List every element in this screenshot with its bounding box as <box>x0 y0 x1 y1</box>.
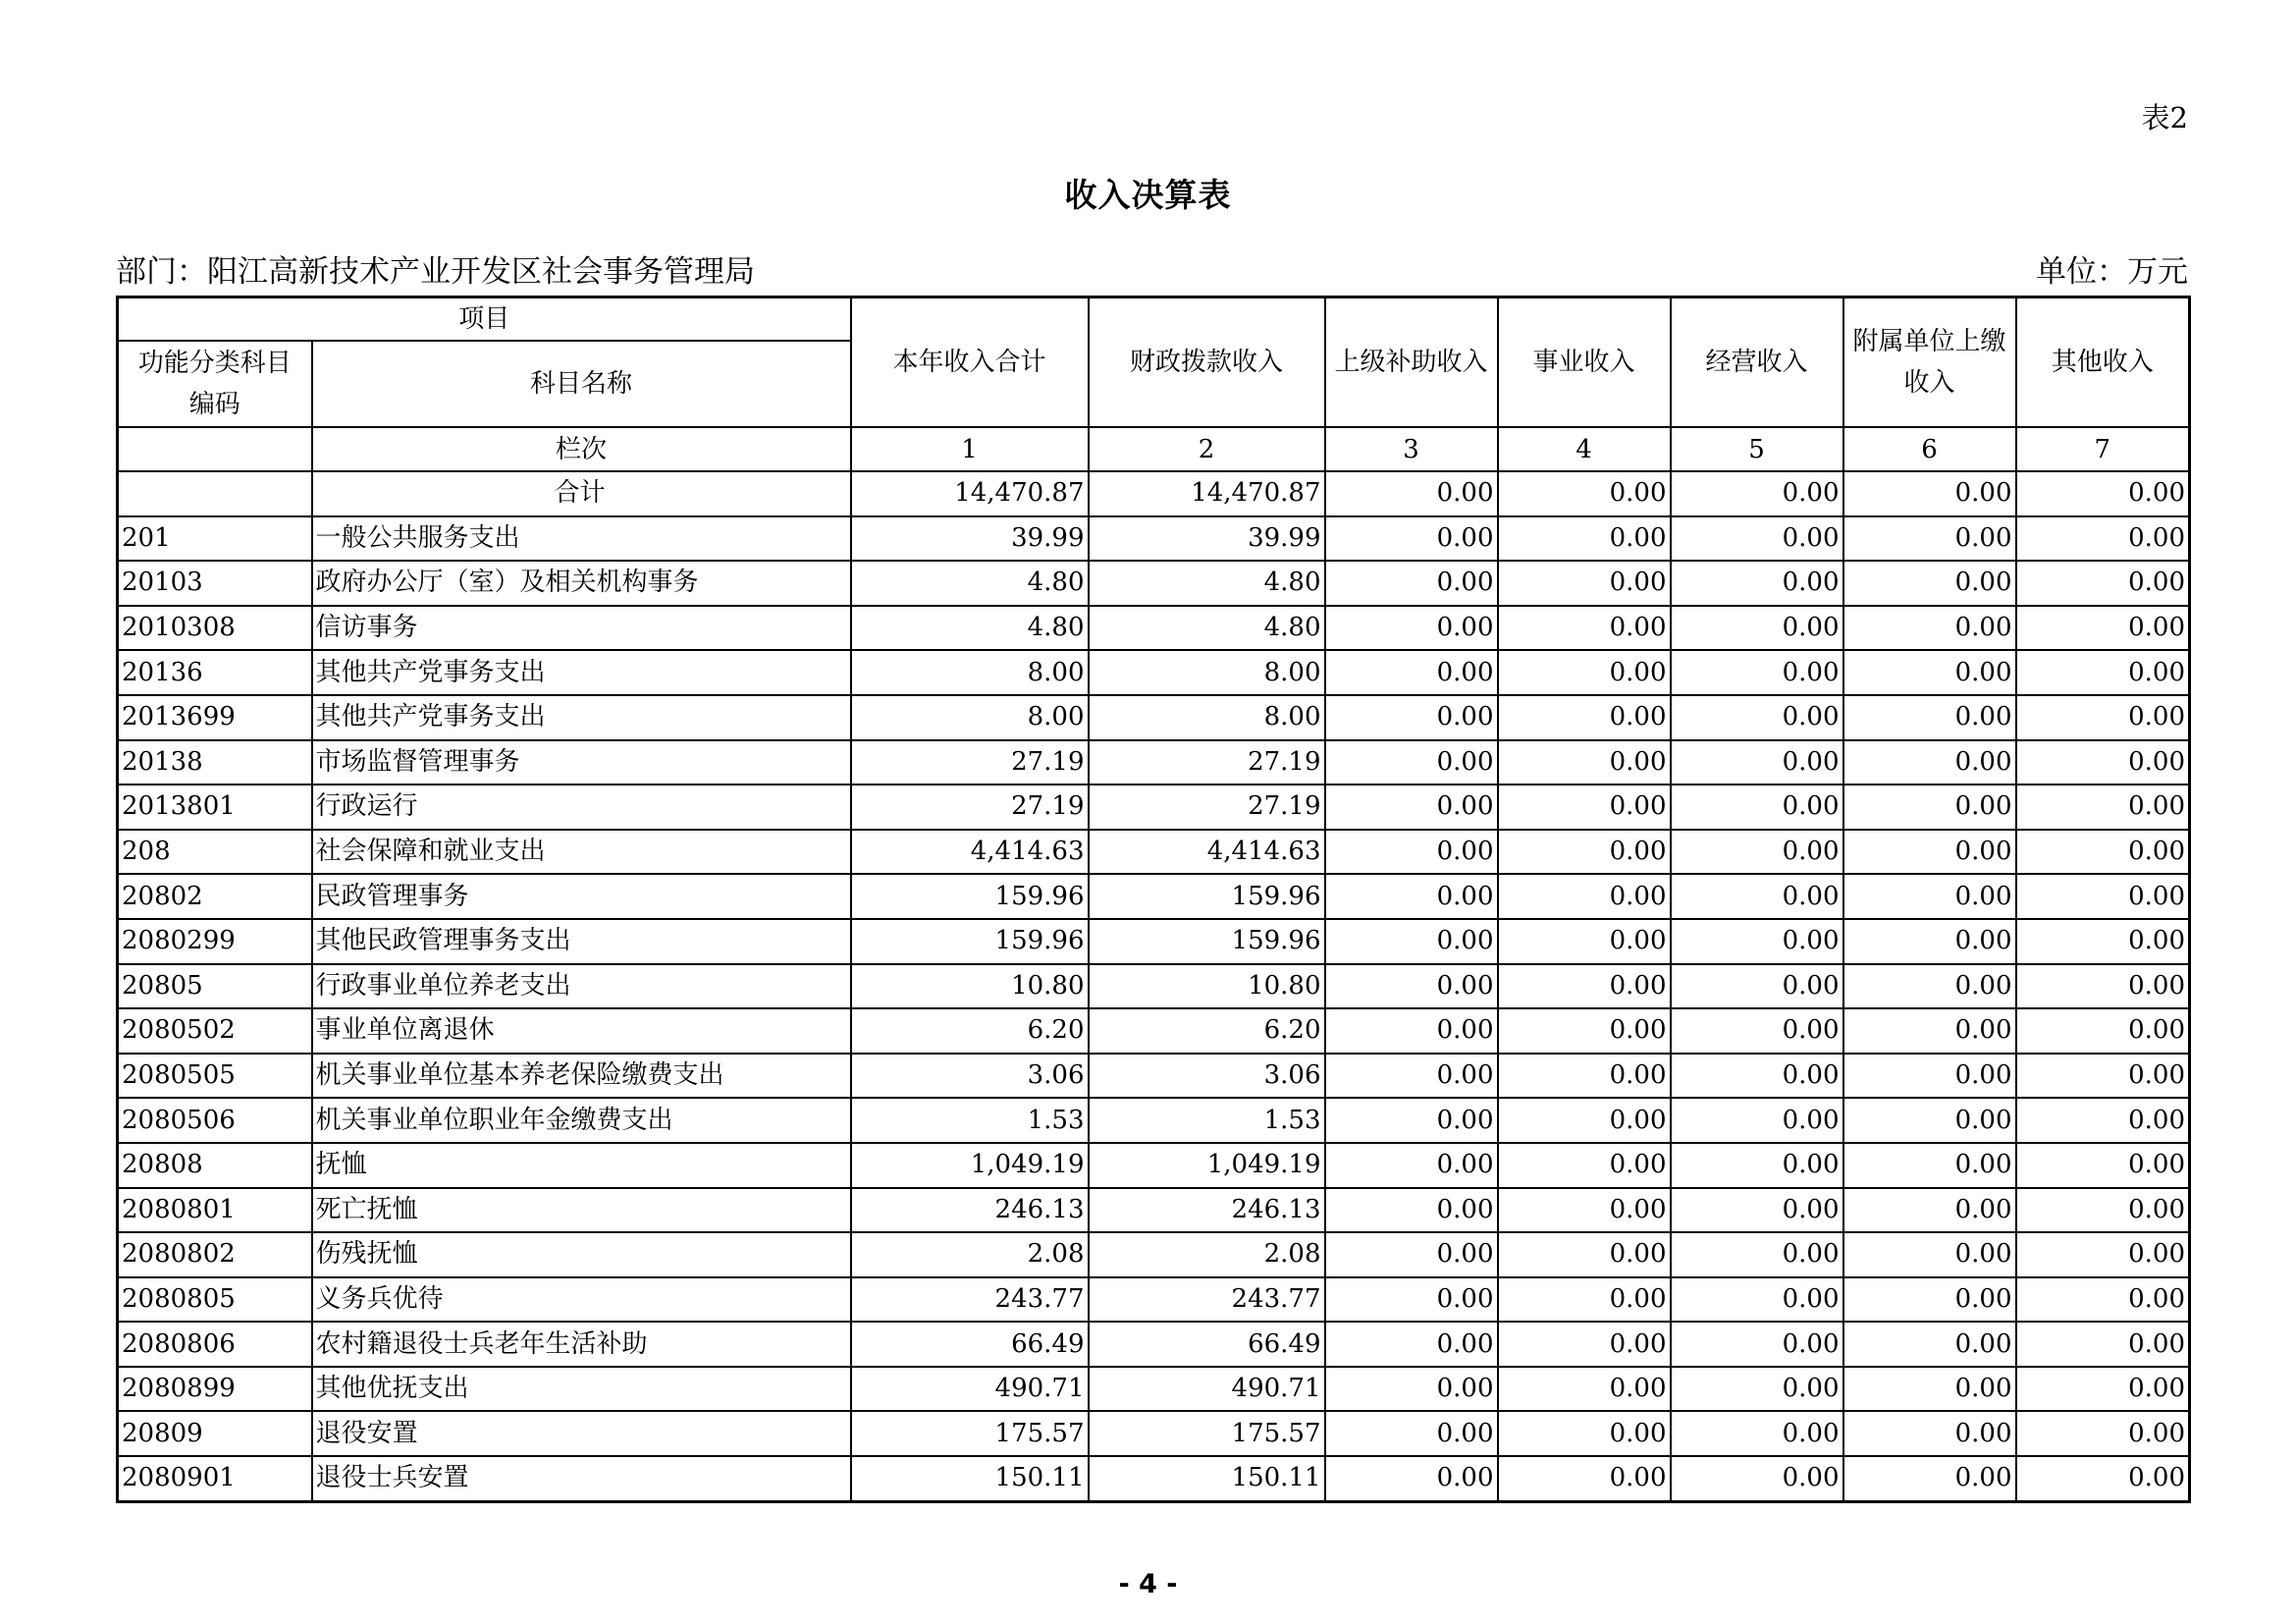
cell-code: 2080801 <box>118 1188 312 1233</box>
cell-value: 0.00 <box>1325 919 1498 964</box>
cell-code: 208 <box>118 830 312 875</box>
meta-row <box>116 252 2188 292</box>
cell-value: 66.49 <box>851 1322 1089 1367</box>
cell-value: 159.96 <box>1089 919 1325 964</box>
cell-value: 0.00 <box>1498 1054 1671 1099</box>
cell-code: 2080806 <box>118 1322 312 1367</box>
cell-code: 2080502 <box>118 1008 312 1054</box>
cell-value: 0.00 <box>1671 919 1843 964</box>
cell-value: 0.00 <box>1325 964 1498 1009</box>
cell-value: 243.77 <box>1089 1277 1325 1323</box>
cell-value: 159.96 <box>851 874 1089 919</box>
cell-value: 0.00 <box>1671 830 1843 875</box>
table-row <box>118 606 2190 651</box>
cell-name: 市场监督管理事务 <box>312 740 851 785</box>
cell-value: 0.00 <box>1843 650 2016 695</box>
cell-value: 0.00 <box>1498 1098 1671 1143</box>
cell-code: 20138 <box>118 740 312 785</box>
cell-code: 20802 <box>118 874 312 919</box>
table-row <box>118 1054 2190 1099</box>
cell-value: 0.00 <box>1325 471 1498 516</box>
cell-value: 14,470.87 <box>851 471 1089 516</box>
cell-value: 0.00 <box>1843 740 2016 785</box>
cell-value: 1,049.19 <box>851 1143 1089 1188</box>
cell-value: 0.00 <box>1671 606 1843 651</box>
cell-value: 0.00 <box>1671 964 1843 1009</box>
cell-name: 合计 <box>312 471 851 516</box>
cell-value: 8.00 <box>851 695 1089 740</box>
cell-value: 0.00 <box>1498 830 1671 875</box>
column-index: 4 <box>1498 427 1671 471</box>
cell-value: 0.00 <box>1498 516 1671 562</box>
cell-value: 0.00 <box>1498 650 1671 695</box>
document-title: 收入决算表 <box>1064 176 1232 214</box>
cell-name: 退役士兵安置 <box>312 1456 851 1501</box>
cell-code <box>118 471 312 516</box>
cell-value: 0.00 <box>1498 919 1671 964</box>
cell-value: 8.00 <box>851 650 1089 695</box>
cell-value: 0.00 <box>1843 1232 2016 1277</box>
cell-value: 0.00 <box>1498 1188 1671 1233</box>
cell-code: 2080805 <box>118 1277 312 1323</box>
cell-value: 159.96 <box>1089 874 1325 919</box>
cell-value: 0.00 <box>1671 650 1843 695</box>
cell-value: 0.00 <box>1671 1277 1843 1323</box>
cell-value: 0.00 <box>1843 874 2016 919</box>
cell-value: 0.00 <box>1325 1143 1498 1188</box>
cell-value: 0.00 <box>2016 1232 2190 1277</box>
cell-value: 1.53 <box>851 1098 1089 1143</box>
table-row <box>118 964 2190 1009</box>
cell-value: 0.00 <box>1671 740 1843 785</box>
column-header: 附属单位上缴收入 <box>1843 298 2016 428</box>
column-index: 3 <box>1325 427 1498 471</box>
cell-value: 0.00 <box>1498 606 1671 651</box>
cell-value: 0.00 <box>1843 1322 2016 1367</box>
cell-value: 0.00 <box>2016 695 2190 740</box>
cell-value: 0.00 <box>1671 471 1843 516</box>
cell-name: 机关事业单位基本养老保险缴费支出 <box>312 1054 851 1099</box>
cell-value: 0.00 <box>1498 695 1671 740</box>
cell-value: 0.00 <box>2016 1054 2190 1099</box>
cell-name: 义务兵优待 <box>312 1277 851 1323</box>
table-row <box>118 1143 2190 1188</box>
cell-name: 农村籍退役士兵老年生活补助 <box>312 1322 851 1367</box>
cell-value: 0.00 <box>1843 1008 2016 1054</box>
cell-value: 0.00 <box>1671 1411 1843 1456</box>
cell-value: 0.00 <box>1843 1143 2016 1188</box>
cell-value: 0.00 <box>1325 1232 1498 1277</box>
cell-value: 14,470.87 <box>1089 471 1325 516</box>
table-row <box>118 785 2190 830</box>
cell-value: 0.00 <box>2016 516 2190 562</box>
cell-value: 0.00 <box>1498 1456 1671 1501</box>
cell-value: 0.00 <box>1671 1008 1843 1054</box>
cell-value: 0.00 <box>1843 606 2016 651</box>
cell-value: 0.00 <box>2016 830 2190 875</box>
table-row <box>118 1277 2190 1323</box>
cell-value: 0.00 <box>1498 1232 1671 1277</box>
cell-value: 0.00 <box>2016 561 2190 606</box>
cell-value: 0.00 <box>2016 1322 2190 1367</box>
cell-name: 一般公共服务支出 <box>312 516 851 562</box>
unit-label: 单位：万元 <box>2036 254 2188 290</box>
cell-name: 社会保障和就业支出 <box>312 830 851 875</box>
cell-value: 0.00 <box>1843 516 2016 562</box>
cell-value: 0.00 <box>1843 1054 2016 1099</box>
cell-value: 246.13 <box>1089 1188 1325 1233</box>
cell-value: 0.00 <box>1671 1322 1843 1367</box>
cell-value: 4,414.63 <box>1089 830 1325 875</box>
table-row <box>118 919 2190 964</box>
cell-value: 6.20 <box>1089 1008 1325 1054</box>
cell-value: 0.00 <box>1498 1277 1671 1323</box>
cell-value: 1.53 <box>1089 1098 1325 1143</box>
cell-value: 0.00 <box>1843 830 2016 875</box>
column-header: 财政拨款收入 <box>1089 298 1325 428</box>
cell-value: 0.00 <box>2016 1188 2190 1233</box>
cell-value: 0.00 <box>1498 1367 1671 1412</box>
cell-value: 0.00 <box>1671 695 1843 740</box>
table-row <box>118 695 2190 740</box>
cell-value: 2.08 <box>851 1232 1089 1277</box>
cell-value: 0.00 <box>1325 561 1498 606</box>
cell-name: 其他优抚支出 <box>312 1367 851 1412</box>
cell-value: 0.00 <box>1498 874 1671 919</box>
cell-value: 8.00 <box>1089 695 1325 740</box>
cell-value: 0.00 <box>1325 650 1498 695</box>
cell-name: 政府办公厅（室）及相关机构事务 <box>312 561 851 606</box>
cell-value: 0.00 <box>1671 1456 1843 1501</box>
cell-value: 0.00 <box>1671 1098 1843 1143</box>
cell-value: 0.00 <box>1325 516 1498 562</box>
table-number: 表2 <box>2141 101 2188 135</box>
cell-value: 39.99 <box>1089 516 1325 562</box>
cell-value: 490.71 <box>851 1367 1089 1412</box>
cell-value: 0.00 <box>2016 1277 2190 1323</box>
cell-name: 机关事业单位职业年金缴费支出 <box>312 1098 851 1143</box>
cell-value: 0.00 <box>1498 1411 1671 1456</box>
cell-value: 0.00 <box>2016 606 2190 651</box>
column-header: 经营收入 <box>1671 298 1843 428</box>
column-header: 其他收入 <box>2016 298 2190 428</box>
cell-value: 0.00 <box>2016 1411 2190 1456</box>
table-row <box>118 1367 2190 1412</box>
cell-value: 0.00 <box>1671 785 1843 830</box>
cell-value: 27.19 <box>851 785 1089 830</box>
cell-value: 0.00 <box>1671 1054 1843 1099</box>
column-header: 事业收入 <box>1498 298 1671 428</box>
cell-code: 2013801 <box>118 785 312 830</box>
cell-value: 4.80 <box>851 606 1089 651</box>
cell-value: 0.00 <box>1498 561 1671 606</box>
cell-value: 0.00 <box>1325 1277 1498 1323</box>
cell-value: 0.00 <box>1843 1277 2016 1323</box>
cell-code: 2080802 <box>118 1232 312 1277</box>
cell-value: 0.00 <box>1498 964 1671 1009</box>
cell-code: 201 <box>118 516 312 562</box>
cell-name: 死亡抚恤 <box>312 1188 851 1233</box>
cell-value: 0.00 <box>2016 1098 2190 1143</box>
table-row <box>118 830 2190 875</box>
cell-code: 2080299 <box>118 919 312 964</box>
cell-value: 0.00 <box>1843 1367 2016 1412</box>
cell-value: 0.00 <box>2016 874 2190 919</box>
cell-code: 2080901 <box>118 1456 312 1501</box>
cell-value: 0.00 <box>1843 695 2016 740</box>
cell-value: 0.00 <box>1498 471 1671 516</box>
page-number: - 4 - <box>1118 1569 1178 1599</box>
cell-value: 4.80 <box>1089 606 1325 651</box>
cell-code: 2080506 <box>118 1098 312 1143</box>
column-index: 7 <box>2016 427 2190 471</box>
cell-value: 4.80 <box>1089 561 1325 606</box>
table-row <box>118 1098 2190 1143</box>
cell-value: 0.00 <box>1671 516 1843 562</box>
cell-code: 20136 <box>118 650 312 695</box>
cell-value: 0.00 <box>1843 964 2016 1009</box>
cell-value: 0.00 <box>1671 1188 1843 1233</box>
cell-name: 事业单位离退休 <box>312 1008 851 1054</box>
column-index: 6 <box>1843 427 2016 471</box>
cell-value: 0.00 <box>1843 1411 2016 1456</box>
cell-value: 27.19 <box>851 740 1089 785</box>
cell-name: 抚恤 <box>312 1143 851 1188</box>
cell-value: 175.57 <box>1089 1411 1325 1456</box>
cell-code: 2013699 <box>118 695 312 740</box>
cell-value: 0.00 <box>1498 785 1671 830</box>
cell-value: 246.13 <box>851 1188 1089 1233</box>
cell-name: 民政管理事务 <box>312 874 851 919</box>
table-row <box>118 1008 2190 1054</box>
cell-value: 0.00 <box>2016 919 2190 964</box>
cell-value: 0.00 <box>1498 740 1671 785</box>
cell-name: 其他民政管理事务支出 <box>312 919 851 964</box>
cell-value: 3.06 <box>1089 1054 1325 1099</box>
cell-value: 0.00 <box>1671 1232 1843 1277</box>
cell-value: 0.00 <box>2016 1143 2190 1188</box>
cell-value: 0.00 <box>2016 471 2190 516</box>
table-row <box>118 1322 2190 1367</box>
cell-value: 0.00 <box>2016 964 2190 1009</box>
table-row <box>118 1456 2190 1501</box>
cell-value: 0.00 <box>1843 1098 2016 1143</box>
table-row <box>118 1188 2190 1233</box>
cell-value: 0.00 <box>2016 785 2190 830</box>
cell-value: 159.96 <box>851 919 1089 964</box>
cell-value: 2.08 <box>1089 1232 1325 1277</box>
cell-value: 490.71 <box>1089 1367 1325 1412</box>
cell-name: 退役安置 <box>312 1411 851 1456</box>
table-body <box>118 471 2190 1501</box>
cell-value: 0.00 <box>1843 1456 2016 1501</box>
cell-value: 0.00 <box>1325 606 1498 651</box>
cell-name: 其他共产党事务支出 <box>312 695 851 740</box>
cell-value: 0.00 <box>1843 561 2016 606</box>
cell-value: 0.00 <box>1498 1322 1671 1367</box>
cell-name: 行政运行 <box>312 785 851 830</box>
cell-value: 0.00 <box>2016 1008 2190 1054</box>
cell-value: 0.00 <box>1325 740 1498 785</box>
cell-value: 0.00 <box>1843 919 2016 964</box>
table-row <box>118 561 2190 606</box>
cell-code: 20809 <box>118 1411 312 1456</box>
cell-value: 0.00 <box>2016 650 2190 695</box>
cell-value: 0.00 <box>1325 1322 1498 1367</box>
column-header: 上级补助收入 <box>1325 298 1498 428</box>
cell-value: 66.49 <box>1089 1322 1325 1367</box>
cell-value: 0.00 <box>1325 1098 1498 1143</box>
cell-value: 175.57 <box>851 1411 1089 1456</box>
cell-name: 其他共产党事务支出 <box>312 650 851 695</box>
cell-value: 0.00 <box>1843 1188 2016 1233</box>
cell-value: 3.06 <box>851 1054 1089 1099</box>
cell-value: 0.00 <box>1325 1008 1498 1054</box>
cell-value: 10.80 <box>1089 964 1325 1009</box>
table-row <box>118 874 2190 919</box>
column-index-label: 栏次 <box>312 427 851 471</box>
cell-value: 0.00 <box>1843 471 2016 516</box>
cell-value: 0.00 <box>1498 1143 1671 1188</box>
cell-value: 0.00 <box>1843 785 2016 830</box>
table-row <box>118 740 2190 785</box>
column-header-name: 科目名称 <box>312 341 851 427</box>
cell-value: 27.19 <box>1089 740 1325 785</box>
cell-name: 行政事业单位养老支出 <box>312 964 851 1009</box>
cell-value: 0.00 <box>1325 785 1498 830</box>
group-header-item: 项目 <box>118 298 851 342</box>
cell-value: 0.00 <box>1325 1188 1498 1233</box>
table-row <box>118 1411 2190 1456</box>
cell-code: 2080899 <box>118 1367 312 1412</box>
cell-value: 0.00 <box>1671 561 1843 606</box>
cell-value: 0.00 <box>1325 1411 1498 1456</box>
cell-value: 0.00 <box>2016 740 2190 785</box>
cell-value: 8.00 <box>1089 650 1325 695</box>
total-row <box>118 471 2190 516</box>
table-row <box>118 650 2190 695</box>
cell-name: 伤残抚恤 <box>312 1232 851 1277</box>
cell-value: 10.80 <box>851 964 1089 1009</box>
cell-value: 0.00 <box>1671 874 1843 919</box>
department-label: 部门：阳江高新技术产业开发区社会事务管理局 <box>116 254 755 290</box>
cell-value: 1,049.19 <box>1089 1143 1325 1188</box>
column-index: 1 <box>851 427 1089 471</box>
cell-value: 6.20 <box>851 1008 1089 1054</box>
column-index: 2 <box>1089 427 1325 471</box>
cell-value: 0.00 <box>1671 1367 1843 1412</box>
cell-value: 4,414.63 <box>851 830 1089 875</box>
column-index-empty <box>118 427 312 471</box>
income-final-accounts-table <box>116 296 2191 1503</box>
cell-value: 243.77 <box>851 1277 1089 1323</box>
column-header-code: 功能分类科目编码 <box>118 341 312 427</box>
cell-value: 0.00 <box>1671 1143 1843 1188</box>
cell-value: 27.19 <box>1089 785 1325 830</box>
cell-code: 20805 <box>118 964 312 1009</box>
cell-value: 0.00 <box>1325 1054 1498 1099</box>
cell-value: 39.99 <box>851 516 1089 562</box>
cell-value: 150.11 <box>851 1456 1089 1501</box>
cell-value: 0.00 <box>1325 695 1498 740</box>
cell-value: 150.11 <box>1089 1456 1325 1501</box>
cell-code: 20103 <box>118 561 312 606</box>
cell-value: 0.00 <box>1325 874 1498 919</box>
cell-value: 0.00 <box>1325 1456 1498 1501</box>
table-row <box>118 1232 2190 1277</box>
cell-value: 0.00 <box>1498 1008 1671 1054</box>
cell-code: 2010308 <box>118 606 312 651</box>
column-index: 5 <box>1671 427 1843 471</box>
table-row <box>118 516 2190 562</box>
column-header: 本年收入合计 <box>851 298 1089 428</box>
cell-code: 2080505 <box>118 1054 312 1099</box>
cell-value: 0.00 <box>2016 1456 2190 1501</box>
cell-value: 0.00 <box>1325 830 1498 875</box>
cell-name: 信访事务 <box>312 606 851 651</box>
cell-value: 4.80 <box>851 561 1089 606</box>
cell-code: 20808 <box>118 1143 312 1188</box>
cell-value: 0.00 <box>2016 1367 2190 1412</box>
cell-value: 0.00 <box>1325 1367 1498 1412</box>
